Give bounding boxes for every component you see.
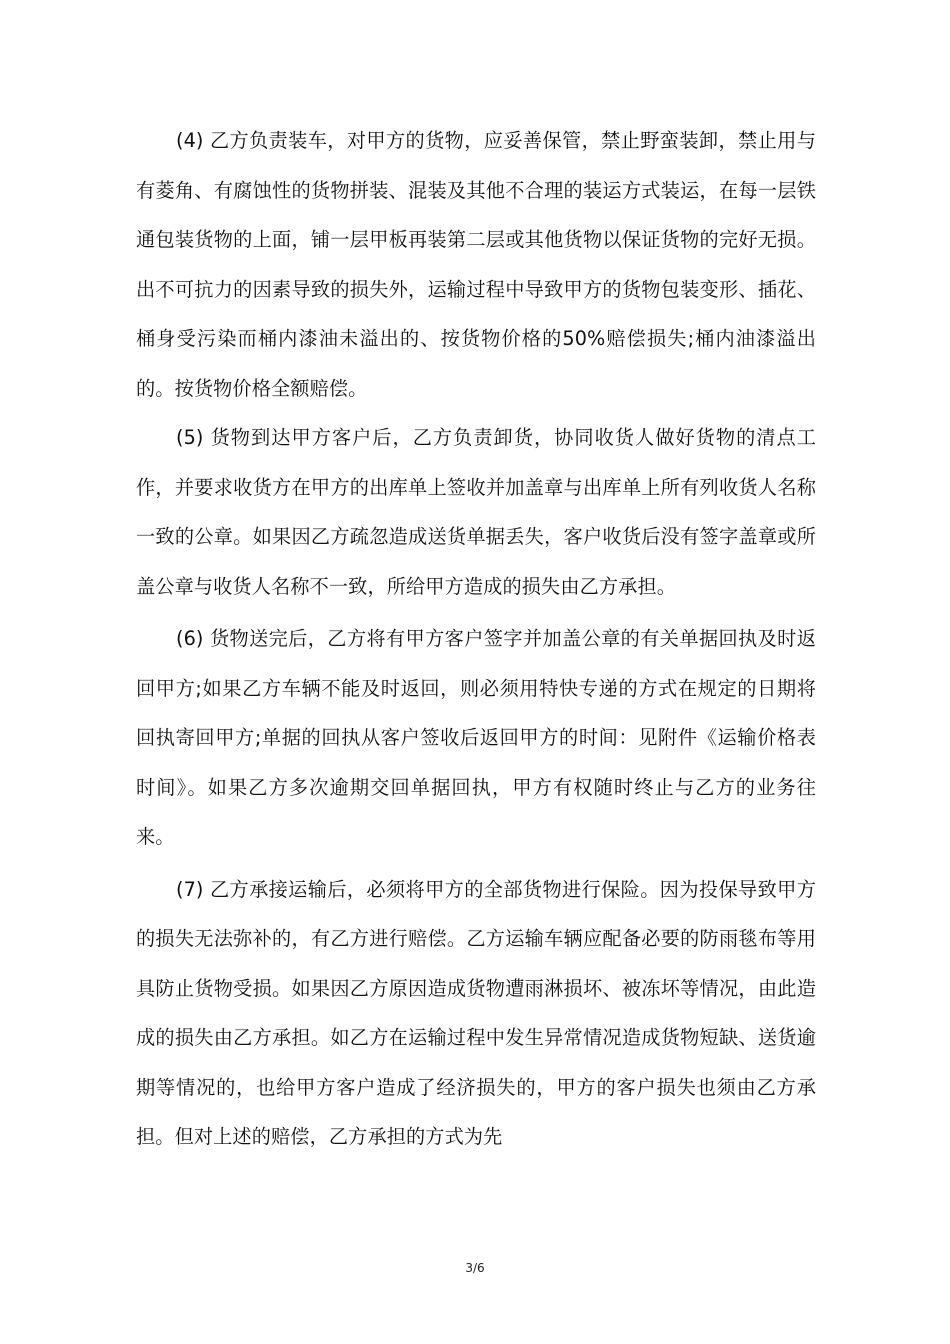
paragraph-4: (4) 乙方负责装车，对甲方的货物，应妥善保管，禁止野蛮装卸，禁止用与有菱角、有腐蚀性的货物拼装、混装及其他不合理的装运方式装运，在每一层铁通包装货物的上面，铺一层甲板再装第二层或其他货物以保证货物的完好无损。出不可抗力的因素导致的损失外，运输过程中导致甲方的货物包装变形、插花、桶身受污染而桶内漆油未溢出的、按货物价格的50%赔偿损失;桶内油漆溢出的。按货物价格全额赔偿。 — [136, 129, 816, 400]
paragraph-7: (7) 乙方承接运输后，必须将甲方的全部货物进行保险。因为投保导致甲方的损失无法弥补的，有乙方进行赔偿。乙方运输车辆应配备必要的防雨毯布等用具防止货物受损。如果因乙方原因造成货物遭雨淋损坏、被冻坏等情况，由此造成的损失由乙方承担。如乙方在运输过程中发生异常情况造成货物短缺、送货逾期等情况的，也给甲方客户造成了经济损失的，甲方的客户损失也须由乙方承担。但对上述的赔偿，乙方承担的方式为先 — [136, 877, 816, 1148]
paragraph-6: (6) 货物送完后，乙方将有甲方客户签字并加盖公章的有关单据回执及时返回甲方;如果乙方车辆不能及时返回，则必须用特快专递的方式在规定的日期将回执寄回甲方;单据的回执从客户签收后返回甲方的时间：见附件《运输价格表时间》。如果乙方多次逾期交回单据回执，甲方有权随时终止与乙方的业务往来。 — [136, 627, 816, 848]
page-number: 3/6 — [465, 1261, 485, 1275]
document-body — [136, 116, 816, 1162]
paragraph-5: (5) 货物到达甲方客户后，乙方负责卸货，协同收货人做好货物的清点工作，并要求收货方在甲方的出库单上签收并加盖章与出库单上所有列收货人名称一致的公章。如果因乙方疏忽造成送货单据丢失，客户收货后没有签字盖章或所盖公章与收货人名称不一致，所给甲方造成的损失由乙方承担。 — [136, 426, 816, 598]
